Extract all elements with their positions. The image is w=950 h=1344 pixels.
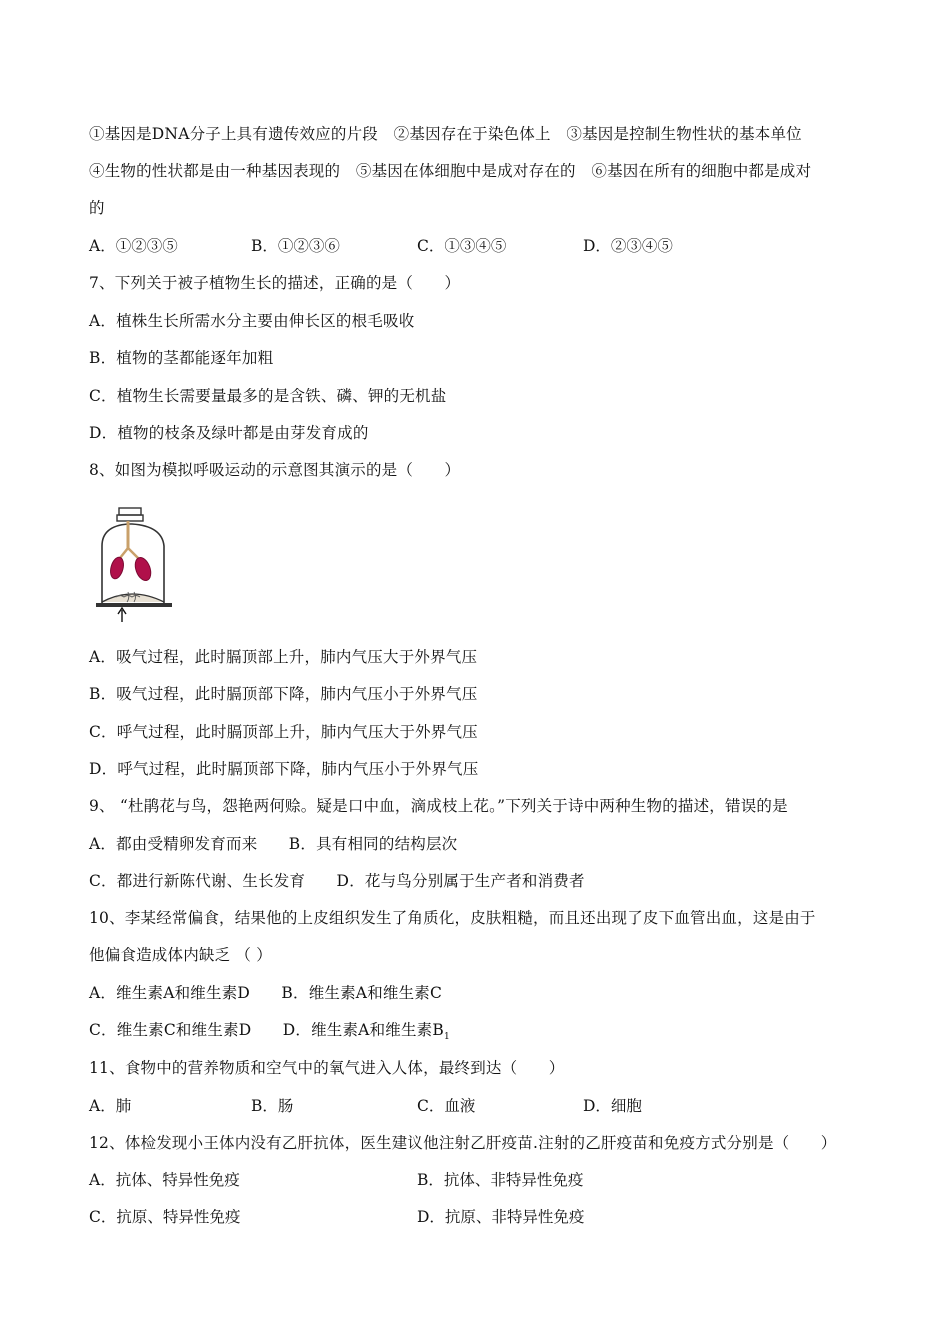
q8-stem: 8、如图为模拟呼吸运动的示意图其演示的是（ ） [89, 461, 461, 479]
vitamin-b-subscript: 1 [443, 1032, 450, 1043]
q7-option-d: D．植物的枝条及绿叶都是由芽发育成的 [89, 424, 369, 442]
q10-stem-line2: 他偏食造成体内缺乏 （ ） [89, 946, 272, 964]
q7-option-b: B．植物的茎都能逐年加粗 [89, 349, 274, 367]
q12-stem: 12、体检发现小王体内没有乙肝抗体，医生建议他注射乙肝疫苗.注射的乙肝疫苗和免疫方式分别是（ ） [89, 1134, 837, 1152]
q7-option-c: C．植物生长需要量最多的是含铁、磷、钾的无机盐 [89, 387, 447, 405]
q11-option-a: A．肺 [89, 1097, 132, 1115]
q11-option-b: B．肠 [251, 1097, 294, 1115]
q9-options-line1: A．都由受精卵发育而来 B．具有相同的结构层次 [89, 835, 458, 853]
q6-statement-line2: ④生物的性状都是由一种基因表现的 ⑤基因在体细胞中是成对存在的 ⑥基因在所有的细胞中都是成对 [89, 162, 812, 180]
q6-option-a: A．①②③⑤ [89, 237, 178, 255]
q8-option-b: B．吸气过程，此时膈顶部下降，肺内气压小于外界气压 [89, 685, 478, 703]
q11-option-c: C．血液 [417, 1097, 476, 1115]
q6-option-d: D．②③④⑤ [583, 237, 673, 255]
q6-option-b: B．①②③⑥ [251, 237, 340, 255]
q10-options-line2-text: C．维生素C和维生素D D．维生素A和维生素B [89, 1021, 444, 1039]
q7-option-a: A．植株生长所需水分主要由伸长区的根毛吸收 [89, 312, 415, 330]
q9-options-line2: C．都进行新陈代谢、生长发育 D．花与鸟分别属于生产者和消费者 [89, 872, 585, 890]
bell-jar-stopper [117, 515, 143, 521]
q10-stem-line1: 10、李某经常偏食，结果他的上皮组织发生了角质化，皮肤粗糙，而且还出现了皮下血管出血，这是由于 [89, 909, 816, 927]
q12-option-b: B．抗体、非特异性免疫 [417, 1171, 584, 1189]
q9-stem: 9、 “杜鹃花与鸟，怨艳两何赊。疑是口中血，滴成枝上花。”下列关于诗中两种生物的描述，错误的是 [89, 797, 788, 815]
q8-option-c: C．呼气过程，此时膈顶部上升，肺内气压大于外界气压 [89, 723, 478, 741]
q11-stem: 11、食物中的营养物质和空气中的氧气进入人体，最终到达（ ） [89, 1059, 565, 1077]
q8-option-a: A．吸气过程，此时膈顶部上升，肺内气压大于外界气压 [89, 648, 478, 666]
q10-options-line1: A．维生素A和维生素D B．维生素A和维生素C [89, 984, 443, 1002]
q12-option-c: C．抗原、特异性免疫 [89, 1208, 241, 1226]
q6-statement-line3: 的 [89, 199, 105, 217]
bell-jar-stopper-top [119, 508, 141, 515]
q6-option-c: C．①③④⑤ [417, 237, 507, 255]
rubber-membrane-diaphragm [102, 594, 164, 602]
bronchus-right [128, 548, 138, 558]
q6-statement-line1: ①基因是DNA分子上具有遗传效应的片段 ②基因存在于染色体上 ③基因是控制生物性状的基本单位 [89, 125, 802, 143]
q12-option-a: A．抗体、特异性免疫 [89, 1171, 240, 1189]
q8-option-d: D．呼气过程，此时膈顶部下降，肺内气压小于外界气压 [89, 760, 479, 778]
q11-option-d: D．细胞 [583, 1097, 642, 1115]
breathing-model-figure [88, 502, 180, 624]
bronchus-left [120, 548, 128, 558]
balloon-lung-right [132, 555, 153, 582]
balloon-lung-left [108, 556, 125, 580]
q10-options-line2 [89, 1020, 450, 1047]
q12-option-d: D．抗原、非特异性免疫 [417, 1208, 585, 1226]
jar-base [96, 603, 172, 607]
q7-stem: 7、下列关于被子植物生长的描述，正确的是（ ） [89, 274, 461, 292]
